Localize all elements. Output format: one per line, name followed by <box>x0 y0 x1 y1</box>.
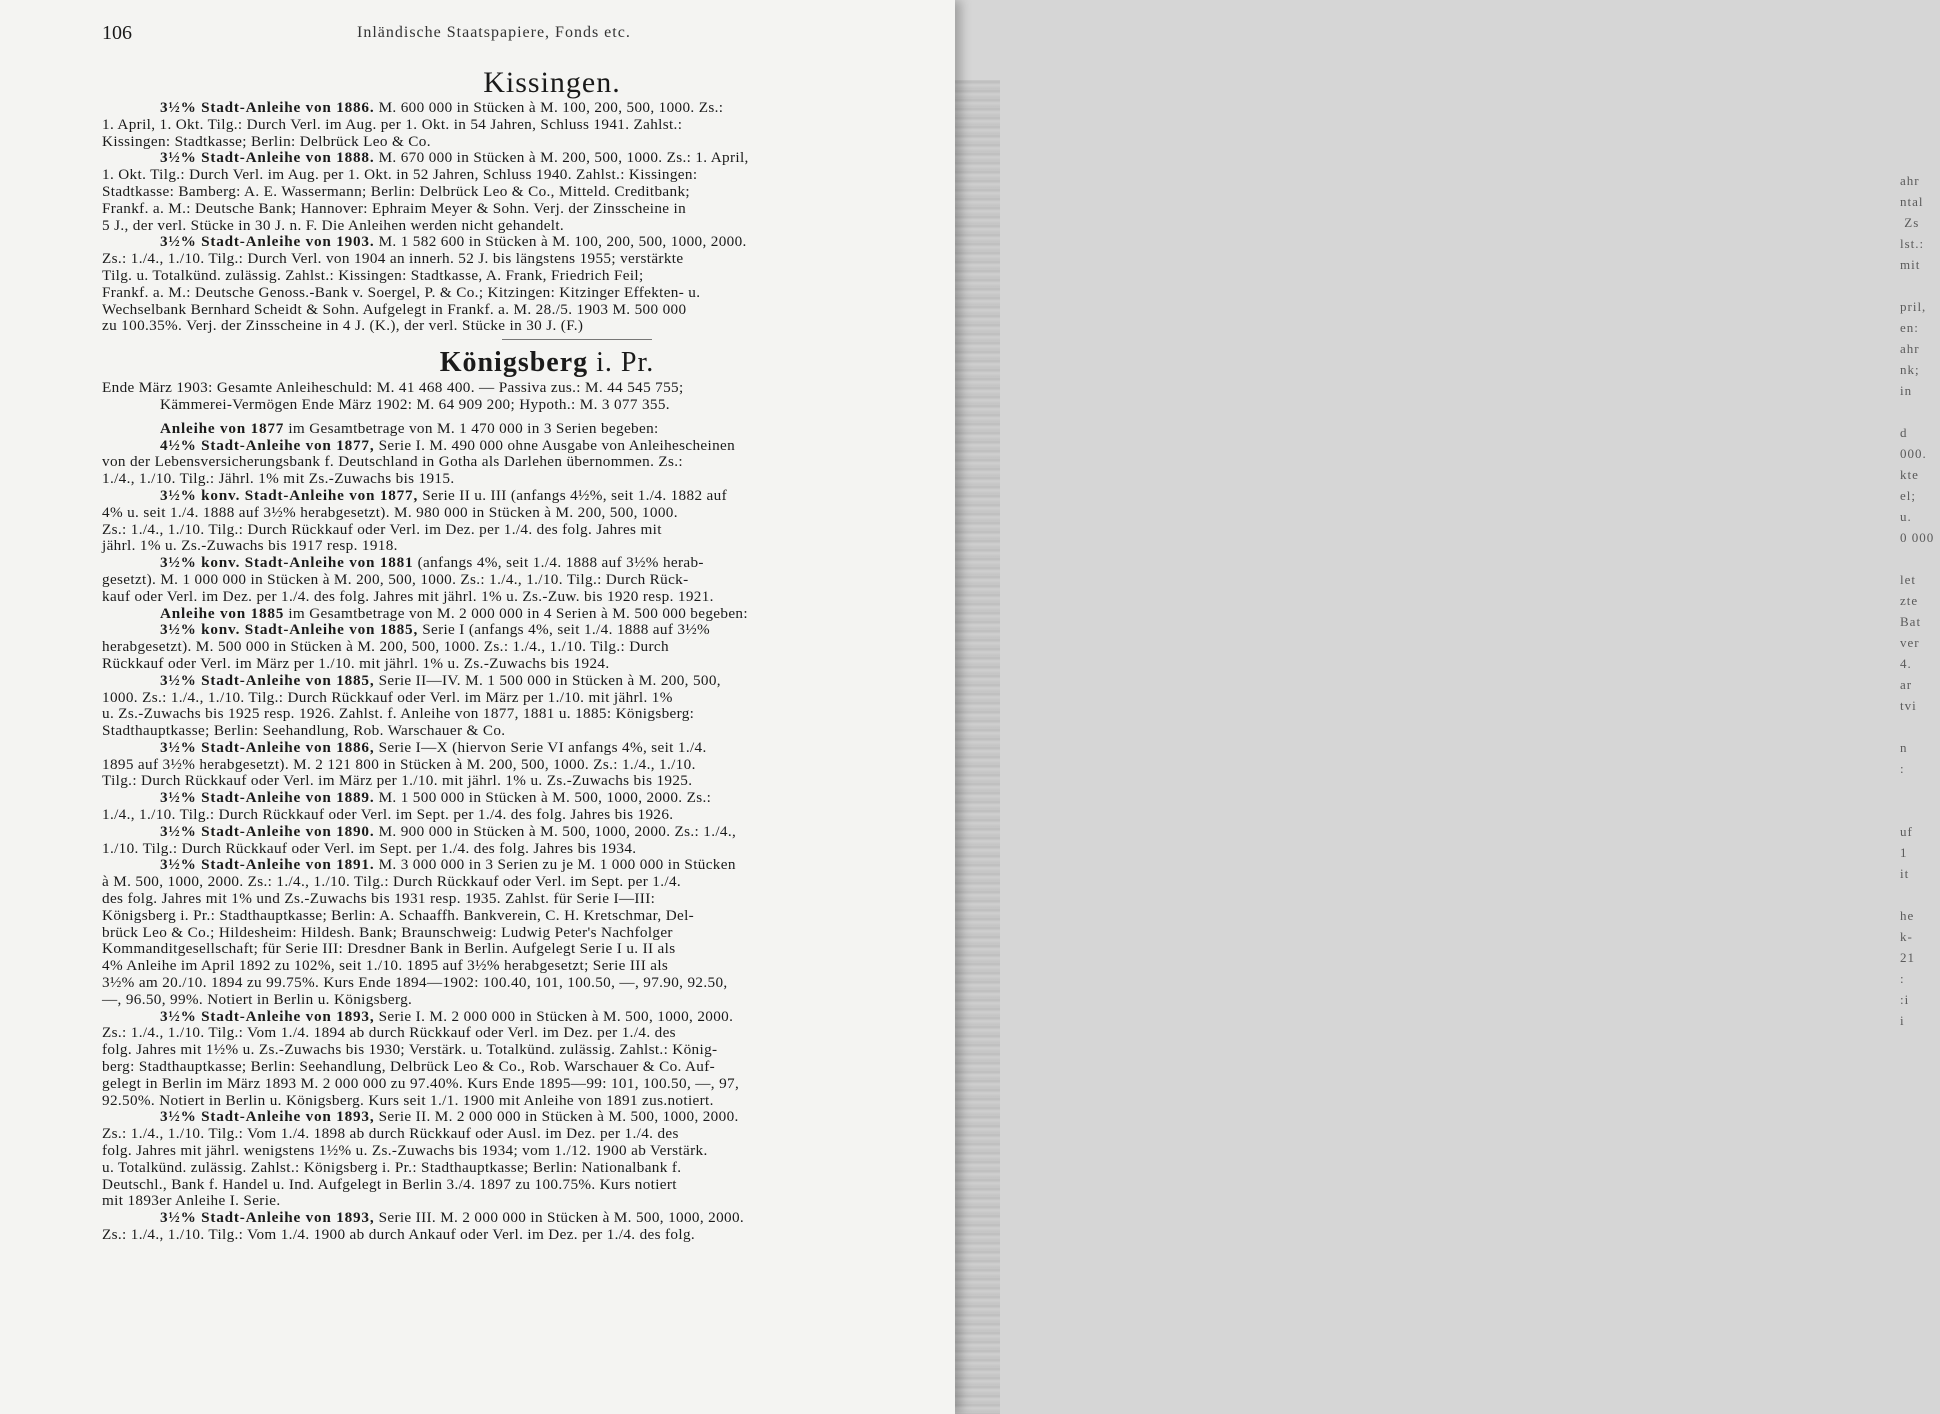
entry-text: Deutschl., Bank f. Handel u. Ind. Aufgelegt in Berlin 3./4. 1897 zu 100.75%. Kurs notiert <box>102 1175 677 1193</box>
text-line <box>102 992 932 1009</box>
section-body-kissingen <box>102 100 932 335</box>
text-line <box>102 1227 932 1244</box>
entry-text: 1. Okt. Tilg.: Durch Verl. im Aug. per 1. Okt. in 52 Jahren, Schluss 1940. Zahlst.: Kissingen: <box>102 166 698 184</box>
entry-text: Serie III. M. 2 000 000 in Stücken à M. 500, 1000, 2000. <box>374 1209 745 1227</box>
entry-text: Königsberg i. Pr.: Stadthauptkasse; Berlin: A. Schaaffh. Bankverein, C. H. Kretschmar, Del- <box>102 906 695 924</box>
entry-1881 <box>102 555 932 605</box>
entry-text: Tilg. u. Totalkünd. zulässig. Zahlst.: Kissingen: Stadtkasse, A. Frank, Friedrich Feil; <box>102 266 644 284</box>
text-line <box>102 218 932 235</box>
text-line <box>102 285 932 302</box>
text-line <box>102 790 932 807</box>
entry-text: Zs.: 1./4., 1./10. Tilg.: Vom 1./4. 1900 ab durch Ankauf oder Verl. im Dez. per 1./4. des folg. <box>102 1226 696 1243</box>
text-line <box>102 706 932 723</box>
text-line <box>102 184 932 201</box>
section-body-koenigsberg <box>102 380 932 1244</box>
text-line <box>102 723 932 740</box>
entry-1877 <box>102 421 932 488</box>
text-line <box>102 117 932 134</box>
text-line <box>102 268 932 285</box>
text-line <box>102 302 932 319</box>
text-line <box>102 251 932 268</box>
entry-1886 <box>102 740 932 790</box>
text-line <box>102 757 932 774</box>
entry-text: (anfangs 4%, seit 1./4. 1888 auf 3½% herab- <box>413 554 704 572</box>
entry-heading: 4½% Stadt-Anleihe von 1877, <box>160 436 375 454</box>
text-line <box>102 1126 932 1143</box>
text-line <box>102 1177 932 1194</box>
entry-text: folg. Jahres mit 1½% u. Zs.-Zuwachs bis 1930; Verstärk. u. Totalkünd. zulässig. Zahlst.: König- <box>102 1041 718 1059</box>
entry-text: Wechselbank Bernhard Scheidt & Sohn. Aufgelegt in Frankf. a. M. 28./5. 1903 M. 500 000 <box>102 300 687 318</box>
text-line <box>102 908 932 925</box>
entry-text: Serie II u. III (anfangs 4½%, seit 1./4. 1882 auf <box>418 486 727 504</box>
text-line <box>102 656 932 673</box>
entry-text: Serie I. M. 490 000 ohne Ausgabe von Anleihescheinen <box>374 436 736 454</box>
text-line <box>102 454 932 471</box>
entry-1893-II <box>102 1109 932 1210</box>
entry-text: mit 1893er Anleihe I. Serie. <box>102 1192 281 1210</box>
entry-text: 1000. Zs.: 1./4., 1./10. Tilg.: Durch Rückkauf oder Verl. im März per 1./10. mit jährl. 1% <box>102 688 673 706</box>
entry-text: Serie I. M. 2 000 000 in Stücken à M. 500, 1000, 2000. <box>374 1007 734 1025</box>
entry-1885 <box>102 673 932 740</box>
entry-text: jährl. 1% u. Zs.-Zuwachs bis 1917 resp. 1918. <box>102 537 398 555</box>
text-line <box>102 824 932 841</box>
text-line <box>102 438 932 455</box>
entry-text: 1./4., 1./10. Tilg.: Jährl. 1% mit Zs.-Zuwachs bis 1915. <box>102 470 455 488</box>
entry-heading: 3½% Stadt-Anleihe von 1885, <box>160 671 375 689</box>
text-line <box>102 421 932 438</box>
entry-heading: 3½% Stadt-Anleihe von 1891. <box>160 856 375 874</box>
text-line <box>102 380 932 397</box>
entry-1890 <box>102 824 932 858</box>
entry-text: Ende März 1903: Gesamte Anleiheschuld: M. 41 468 400. — Passiva zus.: M. 44 545 755; <box>102 379 684 397</box>
entry-text: Stadthauptkasse; Berlin: Seehandlung, Rob. Warschauer & Co. <box>102 722 506 740</box>
entry-text: gesetzt). M. 1 000 000 in Stücken à M. 200, 500, 1000. Zs.: 1./4., 1./10. Tilg.: Durch Rück- <box>102 570 689 588</box>
entry-k1 <box>102 100 932 150</box>
entry-text: —, 96.50, 99%. Notiert in Berlin u. Königsberg. <box>102 990 413 1008</box>
text-line <box>102 874 932 891</box>
entry-1885-konv <box>102 606 932 673</box>
underlying-page-text: ahr ntal Zs lst.: mit pril, en: ahr nk; in d 000. kte el; u. 0 000 let zte Bat ver 4. ar tvi n : uf 1 it he k- 21 : :i i <box>1900 173 1935 1028</box>
text-line <box>102 1009 932 1026</box>
entry-text: M. 900 000 in Stücken à M. 500, 1000, 2000. Zs.: 1./4., <box>374 822 737 840</box>
text-line <box>102 941 932 958</box>
text-line <box>102 201 932 218</box>
entry-heading: 3½% Stadt-Anleihe von 1888. <box>160 149 375 167</box>
entry-text: von der Lebensversicherungsbank f. Deutschland in Gotha als Darlehen übernommen. Zs.: <box>102 453 683 471</box>
text-line <box>102 318 932 335</box>
section-title-koenigsberg: Königsberg i. Pr. <box>439 347 655 379</box>
text-line <box>102 572 932 589</box>
text-line <box>102 891 932 908</box>
entry-text: Zs.: 1./4., 1./10. Tilg.: Vom 1./4. 1894 ab durch Rückkauf oder Verl. im Dez. per 1./4. des <box>102 1024 676 1042</box>
running-head: Inländische Staatspapiere, Fonds etc. <box>357 24 631 41</box>
entry-text: Kämmerei-Vermögen Ende März 1902: M. 64 909 200; Hypoth.: M. 3 077 355. <box>160 395 670 413</box>
text-line <box>102 1059 932 1076</box>
text-line <box>102 505 932 522</box>
entry-text: 5 J., der verl. Stücke in 30 J. n. F. Die Anleihen werden nicht gehandelt. <box>102 216 565 234</box>
entry-text: berg: Stadthauptkasse; Berlin: Seehandlung, Delbrück Leo & Co., Rob. Warschauer & Co. Auf- <box>102 1058 716 1076</box>
entry-heading: 3½% Stadt-Anleihe von 1886. <box>160 99 375 116</box>
text-line <box>102 1210 932 1227</box>
entry-1893-I <box>102 1009 932 1110</box>
entry-summary <box>102 380 932 414</box>
text-line <box>102 1160 932 1177</box>
entry-text: Serie I (anfangs 4%, seit 1./4. 1888 auf 3½% <box>418 621 711 639</box>
text-line <box>102 857 932 874</box>
text-line <box>102 807 932 824</box>
text-line <box>102 234 932 251</box>
entry-text: Frankf. a. M.: Deutsche Genoss.-Bank v. Soergel, P. & Co.; Kitzingen: Kitzinger Effekten- u. <box>102 283 701 301</box>
entry-heading: 3½% konv. Stadt-Anleihe von 1881 <box>160 554 414 572</box>
entry-text: Tilg.: Durch Rückkauf oder Verl. im März per 1./10. mit jährl. 1% u. Zs.-Zuwachs bis 1925. <box>102 772 693 790</box>
entry-1893-III <box>102 1210 932 1244</box>
text-line <box>102 167 932 184</box>
text-line <box>102 134 932 151</box>
text-line <box>102 673 932 690</box>
entry-text: M. 600 000 in Stücken à M. 100, 200, 500, 1000. Zs.: <box>374 99 724 116</box>
page-content <box>102 66 932 1244</box>
entry-text: Stadtkasse: Bamberg: A. E. Wassermann; Berlin: Delbrück Leo & Co., Mitteld. Creditbank; <box>102 182 690 200</box>
text-line <box>102 1093 932 1110</box>
entry-k2 <box>102 150 932 234</box>
text-line <box>102 1076 932 1093</box>
page-header <box>102 22 932 46</box>
entry-text: brück Leo & Co.; Hildesheim: Hildesh. Bank; Braunschweig: Ludwig Peter's Nachfolger <box>102 923 673 941</box>
entry-text: 1./4., 1./10. Tilg.: Durch Rückkauf oder Verl. im Sept. per 1./4. des folg. Jahres bis 1926. <box>102 806 674 824</box>
text-line <box>102 690 932 707</box>
entry-text: des folg. Jahres mit 1% und Zs.-Zuwachs bis 1931 resp. 1935. Zahlst. für Serie I—III: <box>102 890 656 908</box>
text-line <box>102 1025 932 1042</box>
entry-heading: 3½% Stadt-Anleihe von 1893, <box>160 1007 375 1025</box>
entry-text: 1./10. Tilg.: Durch Rückkauf oder Verl. im Sept. per 1./4. des folg. Jahres bis 1934. <box>102 839 637 857</box>
text-line <box>102 471 932 488</box>
entry-text: zu 100.35%. Verj. der Zinsscheine in 4 J. (K.), der verl. Stücke in 30 J. (F.) <box>102 317 584 335</box>
entry-text: Zs.: 1./4., 1./10. Tilg.: Durch Rückkauf oder Verl. im Dez. per 1./4. des folg. Jahres mit <box>102 520 662 538</box>
entry-heading: 3½% konv. Stadt-Anleihe von 1885, <box>160 621 419 639</box>
text-line <box>102 555 932 572</box>
entry-text: kauf oder Verl. im Dez. per 1./4. des folg. Jahres mit jährl. 1% u. Zs.-Zuw. bis 1920 resp. 1921. <box>102 587 714 605</box>
entry-text: 3½% am 20./10. 1894 zu 99.75%. Kurs Ende 1894—1902: 100.40, 101, 100.50, —, 97.90, 92.50, <box>102 974 728 992</box>
entry-1889 <box>102 790 932 824</box>
entry-text: Frankf. a. M.: Deutsche Bank; Hannover: Ephraim Meyer & Sohn. Verj. der Zinsscheine in <box>102 199 687 217</box>
entry-heading: Anleihe von 1877 <box>160 419 285 437</box>
entry-text: 4% u. seit 1./4. 1888 auf 3½% herabgesetzt). M. 980 000 in Stücken à M. 200, 500, 1000. <box>102 503 678 521</box>
entry-text: im Gesamtbetrage von M. 1 470 000 in 3 Serien begeben: <box>284 419 659 437</box>
entry-text: herabgesetzt). M. 500 000 in Stücken à M. 200, 500, 1000. Zs.: 1./4., 1./10. Tilg.: Durch <box>102 638 669 656</box>
entry-heading: Anleihe von 1885 <box>160 604 285 622</box>
entry-text: Serie II. M. 2 000 000 in Stücken à M. 500, 1000, 2000. <box>374 1108 739 1126</box>
entry-text: Serie II—IV. M. 1 500 000 in Stücken à M. 200, 500, <box>374 671 721 689</box>
entry-heading: 3½% Stadt-Anleihe von 1886, <box>160 738 375 756</box>
text-line <box>102 958 932 975</box>
entry-heading: 3½% Stadt-Anleihe von 1889. <box>160 789 375 807</box>
text-line <box>102 589 932 606</box>
text-line <box>102 100 932 117</box>
entry-text: Kommanditgesellschaft; für Serie III: Dresdner Bank in Berlin. Aufgelegt Serie I u. II als <box>102 940 676 958</box>
entry-text: 1. April, 1. Okt. Tilg.: Durch Verl. im Aug. per 1. Okt. in 54 Jahren, Schluss 1941. Zahlst.: <box>102 115 683 133</box>
text-line <box>102 1193 932 1210</box>
text-line <box>102 773 932 790</box>
text-line <box>102 1042 932 1059</box>
entry-text: folg. Jahres mit jährl. wenigstens 1½% u. Zs.-Zuwachs bis 1934; vom 1./12. 1900 ab Verstärk. <box>102 1142 708 1160</box>
entry-heading: 3½% Stadt-Anleihe von 1893, <box>160 1108 375 1126</box>
entry-text: im Gesamtbetrage von M. 2 000 000 in 4 Serien à M. 500 000 begeben: <box>284 604 748 622</box>
entry-text: u. Zs.-Zuwachs bis 1925 resp. 1926. Zahlst. f. Anleihe von 1877, 1881 u. 1885: Königsberg: <box>102 705 695 723</box>
text-line <box>102 606 932 623</box>
entry-text: à M. 500, 1000, 2000. Zs.: 1./4., 1./10. Tilg.: Durch Rückkauf oder Verl. im Sept. per 1./4. <box>102 873 682 891</box>
entry-k3 <box>102 234 932 335</box>
entry-text: M. 1 582 600 in Stücken à M. 100, 200, 500, 1000, 2000. <box>374 233 747 251</box>
section-title-kissingen: Kissingen. <box>483 66 621 99</box>
text-line <box>102 975 932 992</box>
entry-text: Zs.: 1./4., 1./10. Tilg.: Durch Verl. von 1904 an innerh. 52 J. bis längstens 1955; verstärkte <box>102 250 684 268</box>
entry-heading: 3½% Stadt-Anleihe von 1893, <box>160 1209 375 1227</box>
text-line <box>102 925 932 942</box>
text-line <box>102 488 932 505</box>
entry-text: 4% Anleihe im April 1892 zu 102%, seit 1./10. 1895 auf 3½% herabgesetzt; Serie III als <box>102 957 669 975</box>
entry-text: u. Totalkünd. zulässig. Zahlst.: Königsberg i. Pr.: Stadthauptkasse; Berlin: Nationalbank f. <box>102 1158 682 1176</box>
book-page <box>0 0 955 1414</box>
section-divider <box>502 339 652 340</box>
entry-heading: 3½% Stadt-Anleihe von 1903. <box>160 233 375 251</box>
page-number: 106 <box>102 22 132 44</box>
text-line <box>102 622 932 639</box>
entry-text: M. 1 500 000 in Stücken à M. 500, 1000, 2000. Zs.: <box>374 789 712 807</box>
entry-1891 <box>102 857 932 1008</box>
text-line <box>102 397 932 414</box>
entry-heading: 3½% konv. Stadt-Anleihe von 1877, <box>160 486 419 504</box>
text-line <box>102 522 932 539</box>
entry-text: Zs.: 1./4., 1./10. Tilg.: Vom 1./4. 1898 ab durch Rückkauf oder Ausl. im Dez. per 1./4. des <box>102 1125 679 1143</box>
text-line <box>102 639 932 656</box>
entry-heading: 3½% Stadt-Anleihe von 1890. <box>160 822 375 840</box>
text-line <box>102 1143 932 1160</box>
entry-1877-konv <box>102 488 932 555</box>
entry-text: M. 3 000 000 in 3 Serien zu je M. 1 000 000 in Stücken <box>374 856 736 874</box>
entry-text: Serie I—X (hiervon Serie VI anfangs 4%, seit 1./4. <box>374 738 707 756</box>
text-line <box>102 538 932 555</box>
entry-text: gelegt in Berlin im März 1893 M. 2 000 000 zu 97.40%. Kurs Ende 1895—99: 101, 100.50, —, 97, <box>102 1074 740 1092</box>
entry-text: M. 670 000 in Stücken à M. 200, 500, 1000. Zs.: 1. April, <box>374 149 749 167</box>
entry-text: Kissingen: Stadtkasse; Berlin: Delbrück Leo & Co. <box>102 132 431 150</box>
text-line <box>102 150 932 167</box>
entry-text: Rückkauf oder Verl. im März per 1./10. mit jährl. 1% u. Zs.-Zuwachs bis 1924. <box>102 654 610 672</box>
text-line <box>102 841 932 858</box>
entry-text: 92.50%. Notiert in Berlin u. Königsberg. Kurs seit 1./1. 1900 mit Anleihe von 1891 zus.notiert. <box>102 1091 714 1109</box>
text-line <box>102 740 932 757</box>
entry-text: 1895 auf 3½% herabgesetzt). M. 2 121 800 in Stücken à M. 200, 500, 1000. Zs.: 1./4., 1./10. <box>102 755 696 773</box>
text-line <box>102 1109 932 1126</box>
